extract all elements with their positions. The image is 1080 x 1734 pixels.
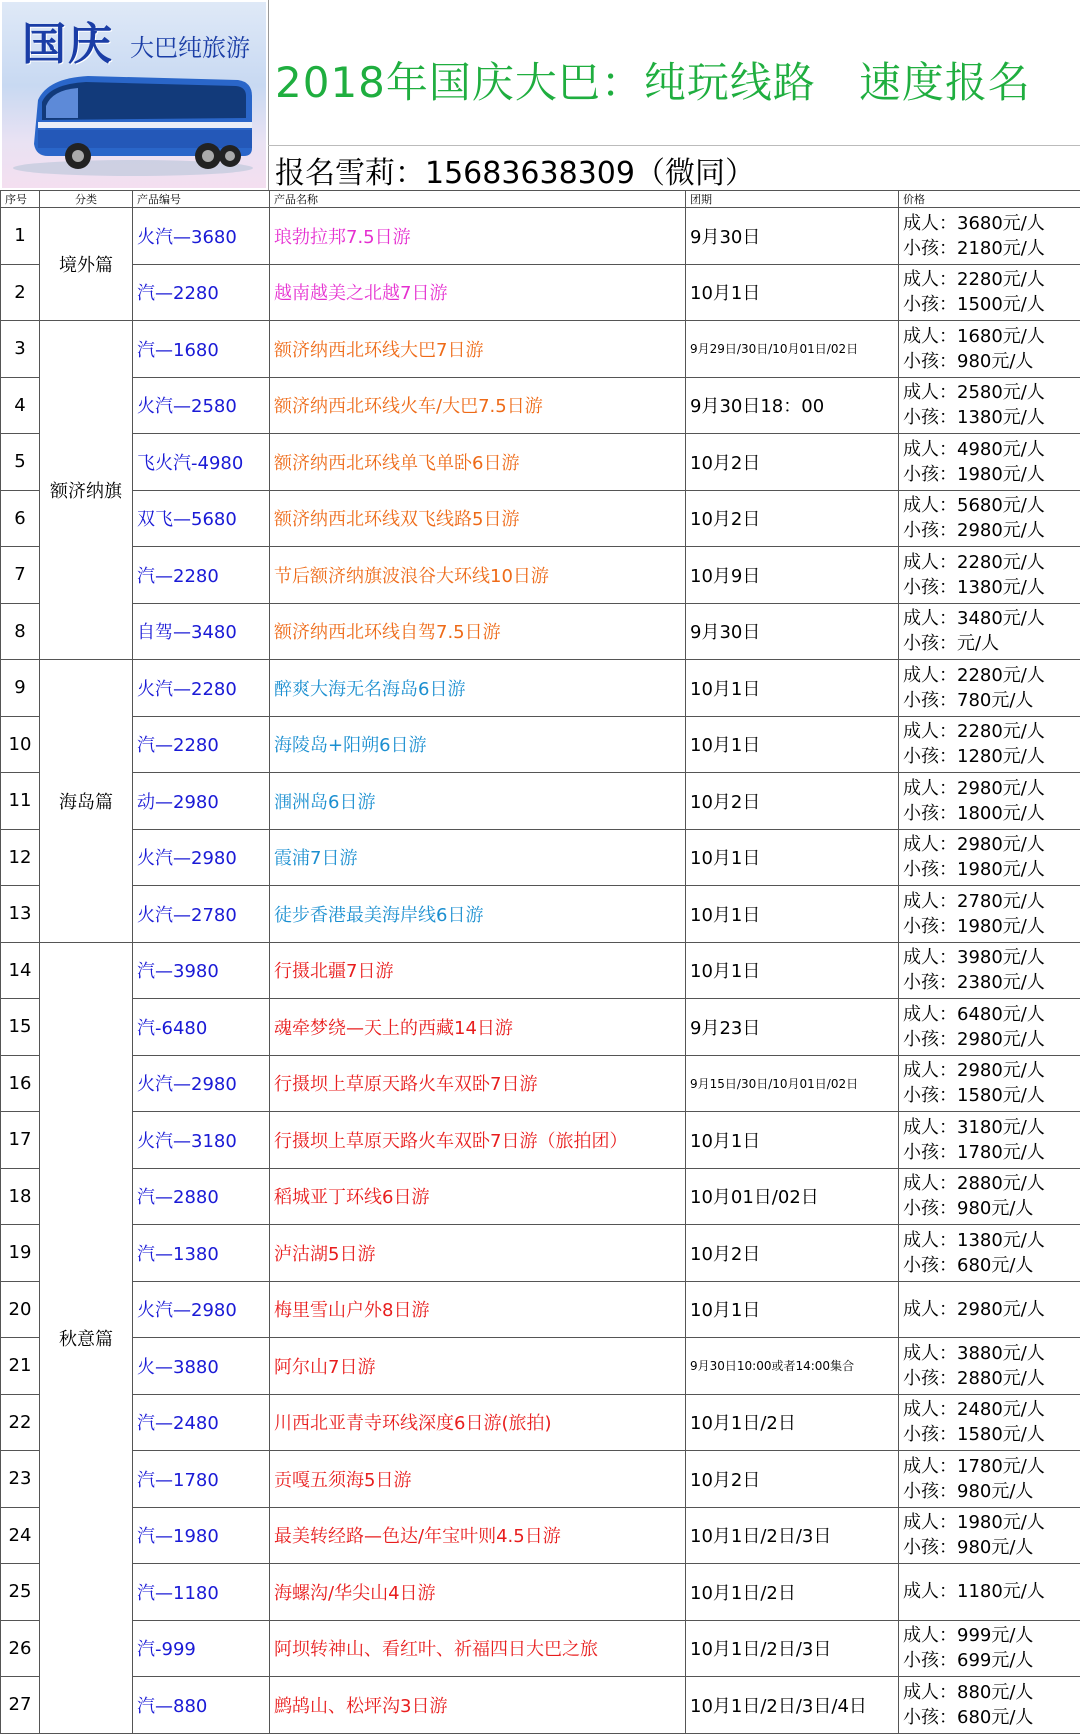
row-seq: 20 [1, 1281, 40, 1338]
price-cell [899, 1394, 1080, 1451]
category-cell: 秋意篇 [40, 942, 133, 1733]
tour-date: 10月2日 [686, 434, 899, 491]
col-seq: 序号 [1, 191, 40, 208]
price-cell [899, 716, 1080, 773]
row-seq: 12 [1, 829, 40, 886]
tour-date: 10月1日 [686, 1112, 899, 1169]
adult-price: 成人：3880元/人 [903, 1341, 1076, 1366]
product-code: 火汽—2780 [133, 886, 270, 943]
table-row [1, 1564, 1080, 1621]
product-name: 阿坝转神山、看红叶、祈福四日大巴之旅 [270, 1620, 686, 1677]
row-seq: 8 [1, 603, 40, 660]
tour-date: 9月29日/30日/10月01日/02日 [686, 321, 899, 378]
product-name: 最美转经路—色达/年宝叶则4.5日游 [270, 1507, 686, 1564]
row-seq: 5 [1, 434, 40, 491]
adult-price: 成人：2980元/人 [903, 832, 1076, 857]
table-row [1, 773, 1080, 830]
product-code: 汽—1780 [133, 1451, 270, 1508]
product-code: 火汽—2580 [133, 377, 270, 434]
table-row [1, 829, 1080, 886]
row-seq: 19 [1, 1225, 40, 1282]
tour-date: 10月2日 [686, 773, 899, 830]
adult-price: 成人：2480元/人 [903, 1397, 1076, 1422]
table-row [1, 1168, 1080, 1225]
col-date: 团期 [686, 191, 899, 208]
price-cell [899, 264, 1080, 321]
col-price: 价格 [899, 191, 1080, 208]
header-divider-horizontal [268, 145, 1080, 146]
adult-price: 成人：2280元/人 [903, 550, 1076, 575]
header [0, 0, 1080, 191]
row-seq: 17 [1, 1112, 40, 1169]
product-name: 额济纳西北环线双飞线路5日游 [270, 490, 686, 547]
price-cell [899, 1620, 1080, 1677]
price-cell [899, 208, 1080, 265]
tour-date: 10月2日 [686, 1451, 899, 1508]
adult-price: 成人：999元/人 [903, 1623, 1076, 1648]
product-code: 火汽—3180 [133, 1112, 270, 1169]
child-price: 小孩：2380元/人 [903, 970, 1076, 995]
product-name: 行摄坝上草原天路火车双卧7日游 [270, 1055, 686, 1112]
price-cell [899, 1225, 1080, 1282]
tour-date: 10月9日 [686, 547, 899, 604]
product-code: 火汽—2980 [133, 1281, 270, 1338]
tour-date: 10月1日 [686, 829, 899, 886]
product-code: 汽—2280 [133, 264, 270, 321]
child-price: 小孩：980元/人 [903, 349, 1076, 374]
tour-date: 10月1日 [686, 264, 899, 321]
category-cell: 境外篇 [40, 208, 133, 321]
child-price: 小孩：2180元/人 [903, 236, 1076, 261]
product-name: 霞浦7日游 [270, 829, 686, 886]
child-price: 小孩：1280元/人 [903, 744, 1076, 769]
adult-price: 成人：2580元/人 [903, 380, 1076, 405]
row-seq: 23 [1, 1451, 40, 1508]
child-price: 小孩：1380元/人 [903, 405, 1076, 430]
table-row [1, 264, 1080, 321]
product-name: 节后额济纳旗波浪谷大环线10日游 [270, 547, 686, 604]
price-cell [899, 1055, 1080, 1112]
product-name: 泸沽湖5日游 [270, 1225, 686, 1282]
child-price: 小孩：980元/人 [903, 1479, 1076, 1504]
logo-subtitle: 大巴纯旅游 [130, 28, 250, 63]
price-cell [899, 434, 1080, 491]
product-code: 汽—1380 [133, 1225, 270, 1282]
product-name: 额济纳西北环线大巴7日游 [270, 321, 686, 378]
price-cell [899, 1168, 1080, 1225]
adult-price: 成人：3480元/人 [903, 606, 1076, 631]
child-price: 小孩：1780元/人 [903, 1140, 1076, 1165]
adult-price: 成人：1980元/人 [903, 1510, 1076, 1535]
tour-date: 10月1日/2日 [686, 1564, 899, 1621]
row-seq: 26 [1, 1620, 40, 1677]
col-name: 产品名称 [270, 191, 686, 208]
adult-price: 成人：2980元/人 [903, 1297, 1076, 1322]
tour-date: 10月1日 [686, 716, 899, 773]
tour-date: 10月1日/2日/3日/4日 [686, 1677, 899, 1734]
row-seq: 11 [1, 773, 40, 830]
table-row [1, 1338, 1080, 1395]
logo-banner [2, 2, 266, 188]
table-row [1, 1507, 1080, 1564]
price-cell [899, 547, 1080, 604]
price-cell [899, 321, 1080, 378]
table-row [1, 886, 1080, 943]
row-seq: 2 [1, 264, 40, 321]
table-row [1, 1394, 1080, 1451]
adult-price: 成人：3680元/人 [903, 211, 1076, 236]
adult-price: 成人：2780元/人 [903, 889, 1076, 914]
product-code: 火汽—2980 [133, 1055, 270, 1112]
row-seq: 16 [1, 1055, 40, 1112]
category-cell: 额济纳旗 [40, 321, 133, 660]
product-name: 越南越美之北越7日游 [270, 264, 686, 321]
adult-price: 成人：3180元/人 [903, 1115, 1076, 1140]
product-code: 汽—1180 [133, 1564, 270, 1621]
product-code: 火汽—2980 [133, 829, 270, 886]
product-name: 海陵岛+阳朔6日游 [270, 716, 686, 773]
tour-date: 10月1日/2日/3日 [686, 1507, 899, 1564]
child-price: 小孩：1980元/人 [903, 857, 1076, 882]
tour-date: 9月15日/30日/10月01日/02日 [686, 1055, 899, 1112]
price-cell [899, 773, 1080, 830]
child-price: 小孩：699元/人 [903, 1648, 1076, 1673]
table-row [1, 1112, 1080, 1169]
table-row [1, 716, 1080, 773]
child-price: 小孩：元/人 [903, 631, 1076, 656]
col-category: 分类 [40, 191, 133, 208]
child-price: 小孩：680元/人 [903, 1253, 1076, 1278]
table-row [1, 434, 1080, 491]
child-price: 小孩：980元/人 [903, 1535, 1076, 1560]
product-code: 双飞—5680 [133, 490, 270, 547]
child-price: 小孩：2980元/人 [903, 518, 1076, 543]
product-name: 魂牵梦绕—天上的西藏14日游 [270, 999, 686, 1056]
product-code: 汽-999 [133, 1620, 270, 1677]
product-name: 鹧鸪山、松坪沟3日游 [270, 1677, 686, 1734]
table-row [1, 1620, 1080, 1677]
product-name: 额济纳西北环线火车/大巴7.5日游 [270, 377, 686, 434]
row-seq: 27 [1, 1677, 40, 1734]
row-seq: 3 [1, 321, 40, 378]
header-divider-vertical [268, 0, 269, 190]
table-row [1, 1225, 1080, 1282]
row-seq: 15 [1, 999, 40, 1056]
row-seq: 18 [1, 1168, 40, 1225]
product-name: 行摄北疆7日游 [270, 942, 686, 999]
child-price: 小孩：1980元/人 [903, 462, 1076, 487]
price-cell [899, 1281, 1080, 1338]
product-name: 额济纳西北环线自驾7.5日游 [270, 603, 686, 660]
adult-price: 成人：1180元/人 [903, 1579, 1076, 1604]
tour-date: 9月30日 [686, 603, 899, 660]
product-name: 醉爽大海无名海岛6日游 [270, 660, 686, 717]
row-seq: 13 [1, 886, 40, 943]
product-code: 汽—2480 [133, 1394, 270, 1451]
price-cell [899, 377, 1080, 434]
table-row [1, 321, 1080, 378]
table-header-row [1, 191, 1080, 208]
product-name: 梅里雪山户外8日游 [270, 1281, 686, 1338]
price-cell [899, 660, 1080, 717]
child-price: 小孩：1800元/人 [903, 801, 1076, 826]
price-cell [899, 886, 1080, 943]
contact-line: 报名雪莉：15683638309（微同） [275, 148, 755, 192]
product-code: 飞火汽-4980 [133, 434, 270, 491]
adult-price: 成人：3980元/人 [903, 945, 1076, 970]
adult-price: 成人：1680元/人 [903, 324, 1076, 349]
table-row [1, 377, 1080, 434]
adult-price: 成人：2980元/人 [903, 776, 1076, 801]
product-code: 火汽—2280 [133, 660, 270, 717]
adult-price: 成人：2280元/人 [903, 719, 1076, 744]
banner-title: 2018年国庆大巴：纯玩线路 速度报名 [275, 50, 1031, 110]
col-code: 产品编号 [133, 191, 270, 208]
price-cell [899, 829, 1080, 886]
child-price: 小孩：1580元/人 [903, 1083, 1076, 1108]
product-name: 琅勃拉邦7.5日游 [270, 208, 686, 265]
product-code: 动—2980 [133, 773, 270, 830]
tour-date: 9月30日18：00 [686, 377, 899, 434]
row-seq: 24 [1, 1507, 40, 1564]
row-seq: 14 [1, 942, 40, 999]
product-code: 汽—2880 [133, 1168, 270, 1225]
child-price: 小孩：780元/人 [903, 688, 1076, 713]
adult-price: 成人：2280元/人 [903, 267, 1076, 292]
child-price: 小孩：2880元/人 [903, 1366, 1076, 1391]
product-name: 海螺沟/华尖山4日游 [270, 1564, 686, 1621]
child-price: 小孩：1980元/人 [903, 914, 1076, 939]
tour-date: 10月1日/2日/3日 [686, 1620, 899, 1677]
price-cell [899, 999, 1080, 1056]
price-cell [899, 942, 1080, 999]
child-price: 小孩：680元/人 [903, 1705, 1076, 1730]
tour-date: 9月30日 [686, 208, 899, 265]
price-cell [899, 1451, 1080, 1508]
row-seq: 10 [1, 716, 40, 773]
price-cell [899, 1338, 1080, 1395]
row-seq: 7 [1, 547, 40, 604]
table-body [1, 208, 1080, 1734]
child-price: 小孩：2980元/人 [903, 1027, 1076, 1052]
category-cell: 海岛篇 [40, 660, 133, 943]
table-row [1, 1281, 1080, 1338]
product-name: 川西北亚青寺环线深度6日游(旅拍) [270, 1394, 686, 1451]
product-code: 汽—2280 [133, 716, 270, 773]
product-code: 汽—3980 [133, 942, 270, 999]
product-name: 涠洲岛6日游 [270, 773, 686, 830]
price-cell [899, 1507, 1080, 1564]
price-cell [899, 1112, 1080, 1169]
product-code: 汽—2280 [133, 547, 270, 604]
table-row [1, 603, 1080, 660]
table-row [1, 490, 1080, 547]
product-name: 稻城亚丁环线6日游 [270, 1168, 686, 1225]
child-price: 小孩：1580元/人 [903, 1422, 1076, 1447]
child-price: 小孩：980元/人 [903, 1196, 1076, 1221]
product-code: 汽—1680 [133, 321, 270, 378]
product-code: 汽-6480 [133, 999, 270, 1056]
logo-title: 国庆 [22, 8, 114, 72]
product-code: 自驾—3480 [133, 603, 270, 660]
tour-date: 10月1日 [686, 1281, 899, 1338]
child-price: 小孩：1500元/人 [903, 292, 1076, 317]
adult-price: 成人：1380元/人 [903, 1228, 1076, 1253]
row-seq: 6 [1, 490, 40, 547]
table-row [1, 942, 1080, 999]
table-row [1, 547, 1080, 604]
adult-price: 成人：880元/人 [903, 1680, 1076, 1705]
row-seq: 4 [1, 377, 40, 434]
bus-icon [8, 60, 258, 180]
adult-price: 成人：2280元/人 [903, 663, 1076, 688]
tour-date: 10月1日 [686, 942, 899, 999]
product-code: 火—3880 [133, 1338, 270, 1395]
tour-date: 10月1日/2日 [686, 1394, 899, 1451]
product-name: 额济纳西北环线单飞单卧6日游 [270, 434, 686, 491]
price-cell [899, 603, 1080, 660]
child-price: 小孩：1380元/人 [903, 575, 1076, 600]
tour-date: 10月1日 [686, 886, 899, 943]
price-cell [899, 1564, 1080, 1621]
product-name: 阿尔山7日游 [270, 1338, 686, 1395]
product-code: 火汽—3680 [133, 208, 270, 265]
tour-date: 10月2日 [686, 1225, 899, 1282]
table-row [1, 999, 1080, 1056]
adult-price: 成人：6480元/人 [903, 1002, 1076, 1027]
price-cell [899, 1677, 1080, 1734]
tour-table [0, 190, 1080, 1734]
table-row [1, 1055, 1080, 1112]
price-cell [899, 490, 1080, 547]
product-name: 行摄坝上草原天路火车双卧7日游（旅拍团） [270, 1112, 686, 1169]
row-seq: 22 [1, 1394, 40, 1451]
tour-date: 10月01日/02日 [686, 1168, 899, 1225]
table-row [1, 208, 1080, 265]
product-code: 汽—1980 [133, 1507, 270, 1564]
row-seq: 9 [1, 660, 40, 717]
adult-price: 成人：2980元/人 [903, 1058, 1076, 1083]
adult-price: 成人：5680元/人 [903, 493, 1076, 518]
table-row [1, 1677, 1080, 1734]
product-name: 徒步香港最美海岸线6日游 [270, 886, 686, 943]
tour-date: 9月30日10:00或者14:00集合 [686, 1338, 899, 1395]
table-row [1, 660, 1080, 717]
tour-date: 10月1日 [686, 660, 899, 717]
row-seq: 25 [1, 1564, 40, 1621]
product-code: 汽—880 [133, 1677, 270, 1734]
product-name: 贡嘎五须海5日游 [270, 1451, 686, 1508]
table-row [1, 1451, 1080, 1508]
adult-price: 成人：1780元/人 [903, 1454, 1076, 1479]
tour-date: 10月2日 [686, 490, 899, 547]
adult-price: 成人：2880元/人 [903, 1171, 1076, 1196]
row-seq: 1 [1, 208, 40, 265]
tour-date: 9月23日 [686, 999, 899, 1056]
adult-price: 成人：4980元/人 [903, 437, 1076, 462]
row-seq: 21 [1, 1338, 40, 1395]
